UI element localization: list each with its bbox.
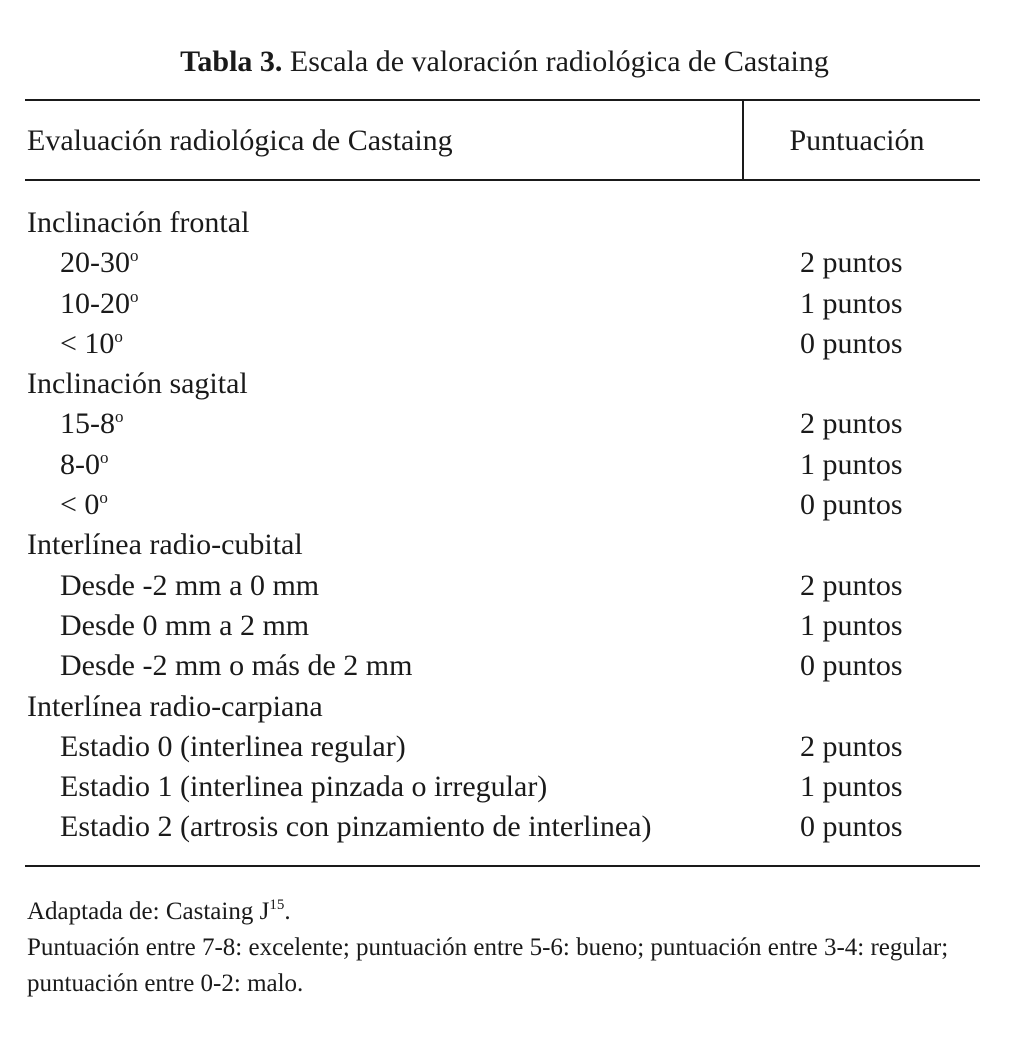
table-body	[0, 203, 1033, 848]
score-value: 1 puntos	[800, 608, 903, 642]
criterion-label	[60, 646, 412, 686]
header-evaluation: Evaluación radiológica de Castaing	[27, 124, 453, 157]
degree-mark: o	[130, 286, 139, 306]
criterion-label	[60, 485, 108, 525]
criterion-label	[60, 324, 123, 364]
criterion-label	[60, 445, 109, 485]
criterion-text: Estadio 2 (artrosis con pinzamiento de interlinea)	[60, 810, 652, 844]
table-row	[0, 324, 1033, 364]
table-title	[0, 42, 1009, 82]
table-top-rule	[25, 99, 980, 101]
table-row	[0, 646, 1033, 686]
section-heading	[0, 364, 1033, 404]
section-label: Interlínea radio-cubital	[27, 528, 303, 562]
criterion-label	[60, 727, 406, 767]
criterion-text: Estadio 0 (interlinea regular)	[60, 729, 406, 763]
degree-mark: o	[114, 326, 123, 346]
scoring-note: Puntuación entre 7-8: excelente; puntuación entre 5-6: bueno; puntuación entre 3-4: regular; puntuación entre 0-2: malo.	[27, 934, 949, 997]
score-value: 0 puntos	[800, 649, 903, 683]
table-row	[0, 566, 1033, 606]
score-value: 1 puntos	[800, 770, 903, 804]
criterion-label	[60, 404, 124, 444]
criterion-label	[60, 566, 319, 606]
score-value: 2 puntos	[800, 246, 903, 280]
section-label: Interlínea radio-carpiana	[27, 689, 323, 723]
criterion-label	[60, 243, 139, 283]
criterion-text: Desde 0 mm a 2 mm	[60, 608, 310, 642]
criterion-text: < 10	[60, 326, 115, 360]
degree-mark: o	[115, 407, 124, 427]
table-row	[0, 284, 1033, 324]
score-value: 1 puntos	[800, 447, 903, 481]
header-score: Puntuación	[789, 124, 925, 157]
criterion-text: Desde -2 mm a 0 mm	[60, 568, 320, 602]
degree-mark: o	[99, 488, 108, 508]
score-value: 2 puntos	[800, 407, 903, 441]
table-row	[0, 606, 1033, 646]
score-value: 0 puntos	[800, 488, 903, 522]
criterion-text: 15-8	[60, 407, 115, 441]
table-row	[0, 445, 1033, 485]
criterion-label	[60, 284, 139, 324]
degree-mark: o	[100, 447, 109, 467]
table-notes	[27, 894, 987, 1002]
criterion-label	[60, 606, 309, 646]
table-row	[0, 807, 1033, 847]
table-title-number: Tabla 3.	[180, 45, 283, 78]
section-label: Inclinación frontal	[27, 206, 250, 239]
criterion-text: Estadio 1 (interlinea pinzada o irregular)	[60, 770, 548, 804]
criterion-text: 8-0	[60, 447, 100, 481]
score-value: 0 puntos	[800, 810, 903, 844]
table-bottom-rule	[25, 865, 980, 867]
score-value: 2 puntos	[800, 568, 903, 602]
table-row	[0, 767, 1033, 807]
table-row	[0, 243, 1033, 283]
table-row	[0, 485, 1033, 525]
criterion-label	[60, 807, 651, 847]
section-heading	[0, 203, 1033, 243]
source-note-text: Adaptada de: Castaing J	[27, 898, 270, 925]
header-bottom-rule	[25, 179, 980, 181]
source-note-ref: 15	[269, 897, 285, 913]
section-heading	[0, 525, 1033, 565]
score-value: 1 puntos	[800, 286, 903, 320]
criterion-text: 20-30	[60, 246, 130, 280]
criterion-text: < 0	[60, 488, 100, 522]
source-note	[27, 894, 987, 930]
table-row	[0, 727, 1033, 767]
criterion-label	[60, 767, 547, 807]
section-label: Inclinación sagital	[27, 367, 248, 401]
source-note-end: .	[284, 898, 291, 925]
score-value: 0 puntos	[800, 326, 903, 360]
criterion-text: Desde -2 mm o más de 2 mm	[60, 649, 413, 683]
table-row	[0, 404, 1033, 444]
section-heading	[0, 687, 1033, 727]
table-title-text: Escala de valoración radiológica de Castaing	[282, 45, 829, 78]
degree-mark: o	[130, 246, 139, 266]
criterion-text: 10-20	[60, 286, 130, 320]
score-value: 2 puntos	[800, 729, 903, 763]
